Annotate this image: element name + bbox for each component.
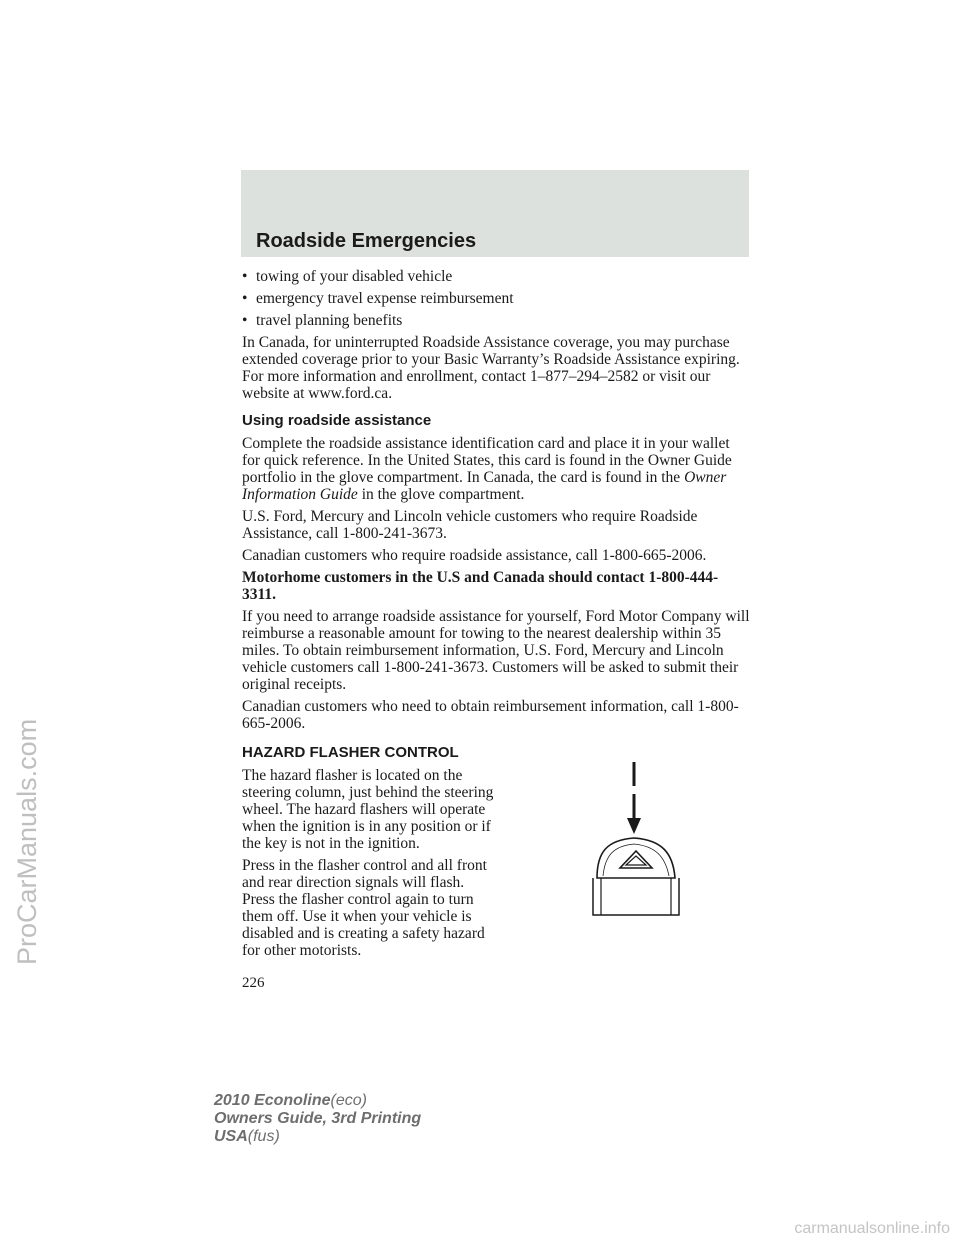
motorhome-paragraph: Motorhome customers in the U.S and Canada should contact 1-800-444-3311.: [242, 569, 719, 603]
bullet-text: emergency travel expense reimbursement: [256, 290, 514, 307]
id-card-text-a: Complete the roadside assistance identification card and place it in your wallet for quick reference. In the United States, this card is found in the Owner Guide portfolio in the glove compartment. In Canada, the card is found in the: [242, 435, 732, 486]
hazard-use-paragraph: Press in the flasher control and all front and rear direction signals will flash. Press the flasher control again to turn them off. Use it when your vehicle is disabled and is creating a safety hazard for other motorists.: [242, 857, 487, 959]
footer-line-2: Owners Guide, 3rd Printing: [214, 1110, 422, 1127]
bullet-text: travel planning benefits: [256, 312, 403, 329]
us-customers-paragraph: U.S. Ford, Mercury and Lincoln vehicle customers who require Roadside Assistance, call 1-800-241-3673.: [242, 508, 698, 542]
footer-line-1: [214, 1092, 421, 1110]
hazard-location-paragraph: The hazard flasher is located on the steering column, just behind the steering wheel. The hazard flashers will operate when the ignition is in any position or if the key is not in the ignition.: [242, 767, 494, 852]
bullet-item: [242, 290, 750, 307]
footer-line-3: [214, 1128, 421, 1146]
reimbursement-paragraph: If you need to arrange roadside assistance for yourself, Ford Motor Company will reimburse a reasonable amount for towing to the nearest dealership within 35 miles. To obtain reimbursement information, U.S. Ford, Mercury and Lincoln vehicle customers call 1-800-241-3673. Customers will be asked to submit their original receipts.: [242, 608, 750, 693]
using-roadside-heading: Using roadside assistance: [242, 412, 432, 429]
corner-watermark: carmanualsonline.info: [794, 1220, 950, 1237]
bullet-text: towing of your disabled vehicle: [256, 268, 453, 285]
bullet-dot-icon: •: [242, 290, 248, 307]
id-card-paragraph: [242, 435, 750, 503]
canadian-reimbursement-paragraph: Canadian customers who need to obtain reimbursement information, call 1-800-665-2006.: [242, 698, 739, 732]
id-card-text-b: in the glove compartment.: [357, 486, 525, 503]
owner-guide-title: Owner Information Guide: [242, 469, 727, 503]
bullet-item: [242, 268, 750, 285]
hazard-flasher-heading: HAZARD FLASHER CONTROL: [242, 744, 459, 761]
footer-model-code: (eco): [330, 1092, 367, 1109]
bullet-dot-icon: •: [242, 268, 248, 285]
hazard-flasher-button-icon: [583, 760, 683, 920]
side-watermark: ProCarManuals.com: [12, 718, 42, 965]
canadian-customers-paragraph: Canadian customers who require roadside assistance, call 1-800-665-2006.: [242, 547, 707, 564]
page-number: 226: [242, 975, 265, 991]
canada-coverage-paragraph: In Canada, for uninterrupted Roadside Assistance coverage, you may purchase extended coverage prior to your Basic Warranty’s Roadside Assistance expiring. For more information and enrollment, contact 1–877–294–2582 or visit our website at www.ford.ca.: [242, 334, 740, 402]
footer-model: 2010 Econoline: [214, 1092, 331, 1109]
bullet-dot-icon: •: [242, 312, 248, 329]
footer-market-code: (fus): [247, 1128, 280, 1145]
footer-market: USA: [214, 1128, 248, 1145]
bullet-item: [242, 312, 750, 329]
document-footer: [214, 1092, 421, 1146]
section-title: Roadside Emergencies: [256, 230, 477, 252]
